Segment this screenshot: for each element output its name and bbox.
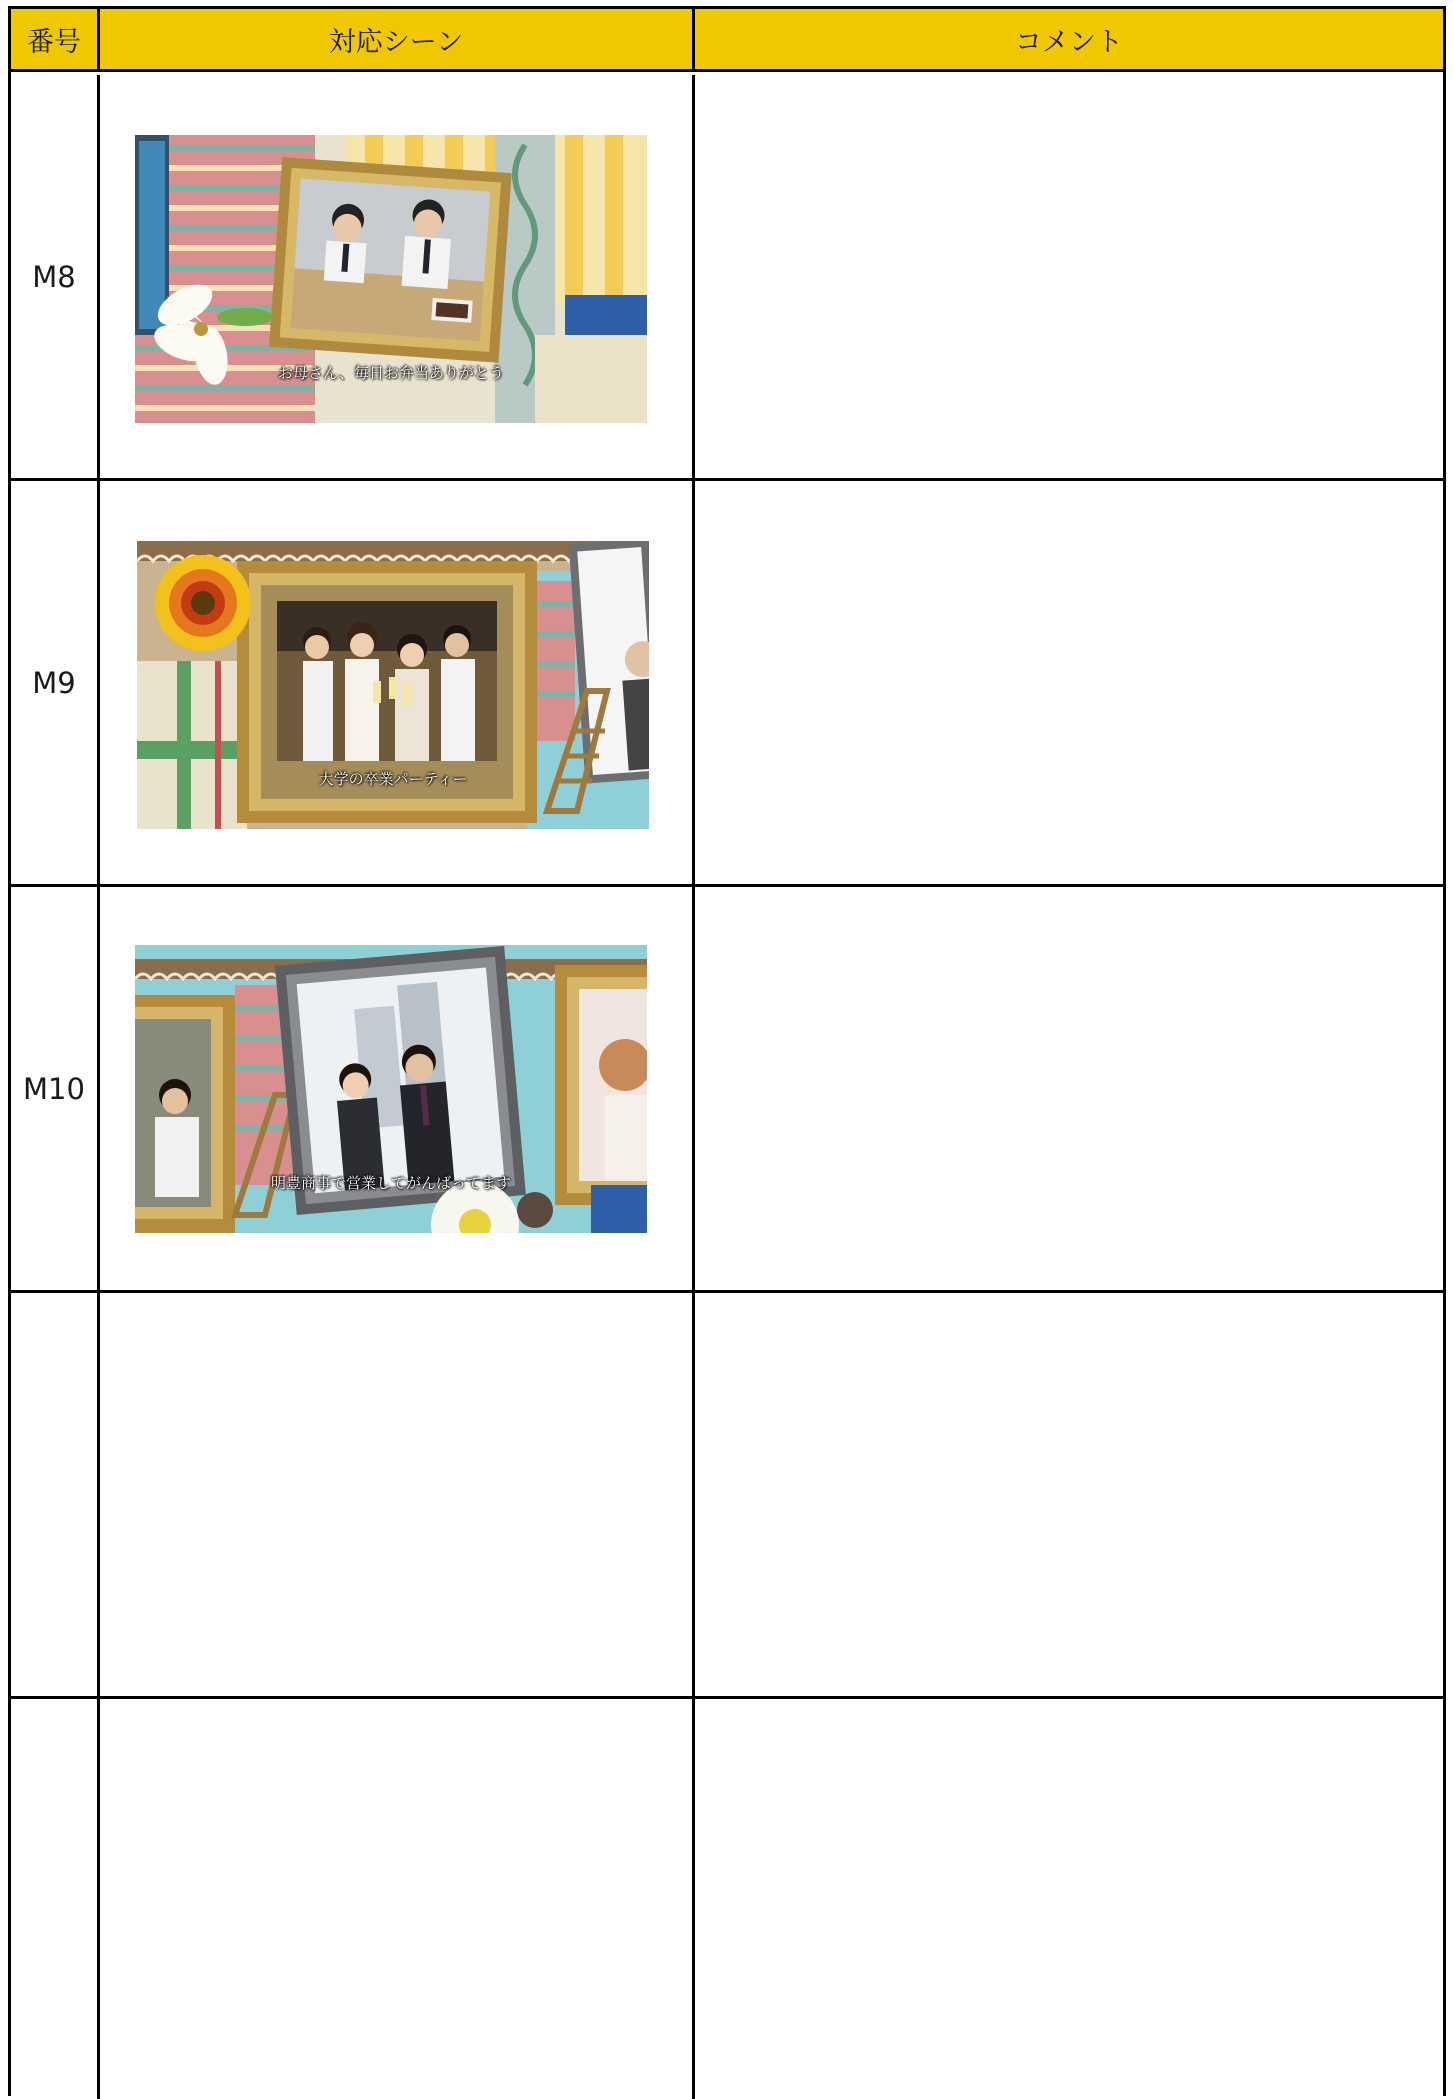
scene-caption: 明豊商事で営業してがんばってます [270, 1174, 511, 1192]
header-scene: 対応シーン [328, 26, 464, 58]
table-row [11, 481, 1443, 887]
table-row [11, 75, 1443, 481]
scene-cell[interactable] [100, 1699, 692, 2099]
scene-cell[interactable] [100, 1293, 692, 1696]
table-row [11, 1699, 1443, 2099]
row-number: M8 [32, 259, 76, 294]
comment-cell[interactable] [695, 887, 1443, 1290]
scene-caption: お母さん、毎日お弁当ありがとう [278, 364, 504, 382]
scene-thumbnail [135, 945, 647, 1233]
comment-cell[interactable] [695, 75, 1443, 478]
scene-cell [100, 887, 692, 1290]
comment-cell[interactable] [695, 1293, 1443, 1696]
table-row [11, 1293, 1443, 1699]
row-number [11, 1293, 97, 1696]
scene-thumbnail [135, 135, 647, 423]
comment-cell[interactable] [695, 1699, 1443, 2099]
scene-cell [100, 481, 692, 884]
scene-cell [100, 75, 692, 478]
row-number: M10 [23, 1071, 85, 1106]
scene-thumbnail [137, 541, 649, 829]
header-comment: コメント [1015, 26, 1123, 58]
row-number: M9 [32, 665, 76, 700]
header-number: 番号 [27, 26, 81, 58]
row-number [11, 1699, 97, 2099]
comment-cell[interactable] [695, 481, 1443, 884]
scene-caption: 大学の卒業パーティー [318, 770, 468, 788]
storyboard-sheet [8, 6, 1446, 2096]
table-header [11, 9, 1443, 72]
table-row [11, 887, 1443, 1293]
